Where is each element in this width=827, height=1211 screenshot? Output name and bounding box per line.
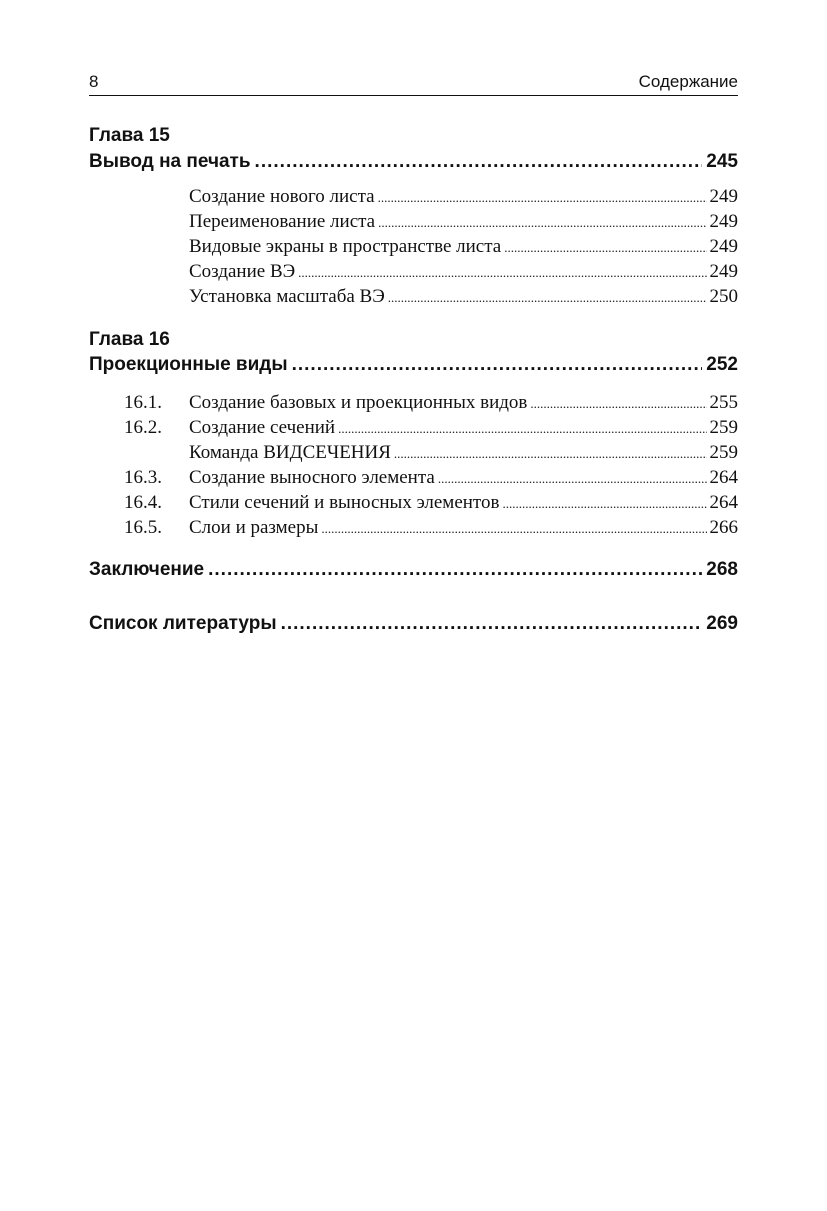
section-page: 249 (709, 186, 738, 207)
chapter-page: 252 (706, 354, 738, 375)
section-number: 16.2. (124, 417, 162, 438)
chapter-title: Проекционные виды (89, 354, 288, 375)
toc-entry[interactable] (89, 259, 738, 285)
section-title: Создание ВЭ (189, 261, 296, 282)
dot-leader (338, 416, 706, 441)
section-page: 259 (709, 417, 738, 438)
section-title: Команда ВИДСЕЧЕНИЯ (189, 442, 391, 463)
toc-entry[interactable] (89, 234, 738, 260)
toc-entry[interactable] (89, 515, 738, 541)
chapter-page: 245 (706, 151, 738, 172)
section-number: 16.5. (124, 517, 162, 538)
section-number: 16.3. (124, 467, 162, 488)
section-title: Создание базовых и проекционных видов (189, 392, 528, 413)
toc-entry[interactable] (89, 465, 738, 491)
chapter-title: Вывод на печать (89, 151, 251, 172)
toc-entry[interactable] (89, 209, 738, 235)
running-title: Содержание (638, 72, 738, 91)
bibliography-title: Список литературы (89, 613, 277, 634)
section-title: Создание нового листа (189, 186, 375, 207)
dot-leader (530, 391, 706, 416)
chapter-15-entry[interactable] (89, 150, 738, 174)
conclusion-page: 268 (706, 559, 738, 580)
dot-leader (321, 516, 706, 541)
section-title: Переименование листа (189, 211, 376, 232)
running-header (89, 70, 738, 96)
dot-leader (438, 466, 707, 491)
section-page: 264 (709, 467, 738, 488)
section-title: Стили сечений и выносных элементов (189, 492, 500, 513)
conclusion-title: Заключение (89, 559, 205, 580)
chapter-15-label: Глава 15 (89, 125, 170, 146)
section-number: 16.1. (124, 392, 162, 413)
section-title: Слои и размеры (189, 517, 319, 538)
toc-entry[interactable] (89, 440, 738, 466)
section-page: 249 (709, 211, 738, 232)
section-number: 16.4. (124, 492, 162, 513)
dot-leader (394, 441, 707, 466)
section-page: 249 (709, 261, 738, 282)
section-page: 250 (709, 286, 738, 307)
section-title: Видовые экраны в пространстве листа (189, 236, 502, 257)
section-page: 255 (709, 392, 738, 413)
dot-leader (208, 558, 702, 582)
section-page: 259 (709, 442, 738, 463)
bibliography-page: 269 (706, 613, 738, 634)
toc-entry[interactable] (89, 490, 738, 516)
dot-leader (504, 235, 706, 260)
toc-entry[interactable] (89, 284, 738, 310)
chapter-16-entry[interactable] (89, 353, 738, 377)
dot-leader (292, 353, 703, 377)
section-page: 266 (709, 517, 738, 538)
section-title: Создание выносного элемента (189, 467, 435, 488)
section-page: 264 (709, 492, 738, 513)
bibliography-entry[interactable] (89, 612, 738, 636)
page-number: 8 (89, 72, 99, 91)
section-page: 249 (709, 236, 738, 257)
toc-entry[interactable] (89, 415, 738, 441)
conclusion-entry[interactable] (89, 558, 738, 582)
dot-leader (378, 185, 707, 210)
dot-leader (378, 210, 706, 235)
dot-leader (281, 612, 703, 636)
section-title: Создание сечений (189, 417, 336, 438)
toc-entry[interactable] (89, 390, 738, 416)
dot-leader (502, 491, 706, 516)
dot-leader (255, 150, 703, 174)
dot-leader (298, 260, 706, 285)
chapter-16-label: Глава 16 (89, 329, 170, 350)
dot-leader (388, 285, 707, 310)
section-title: Установка масштаба ВЭ (189, 286, 385, 307)
toc-entry[interactable] (89, 184, 738, 210)
